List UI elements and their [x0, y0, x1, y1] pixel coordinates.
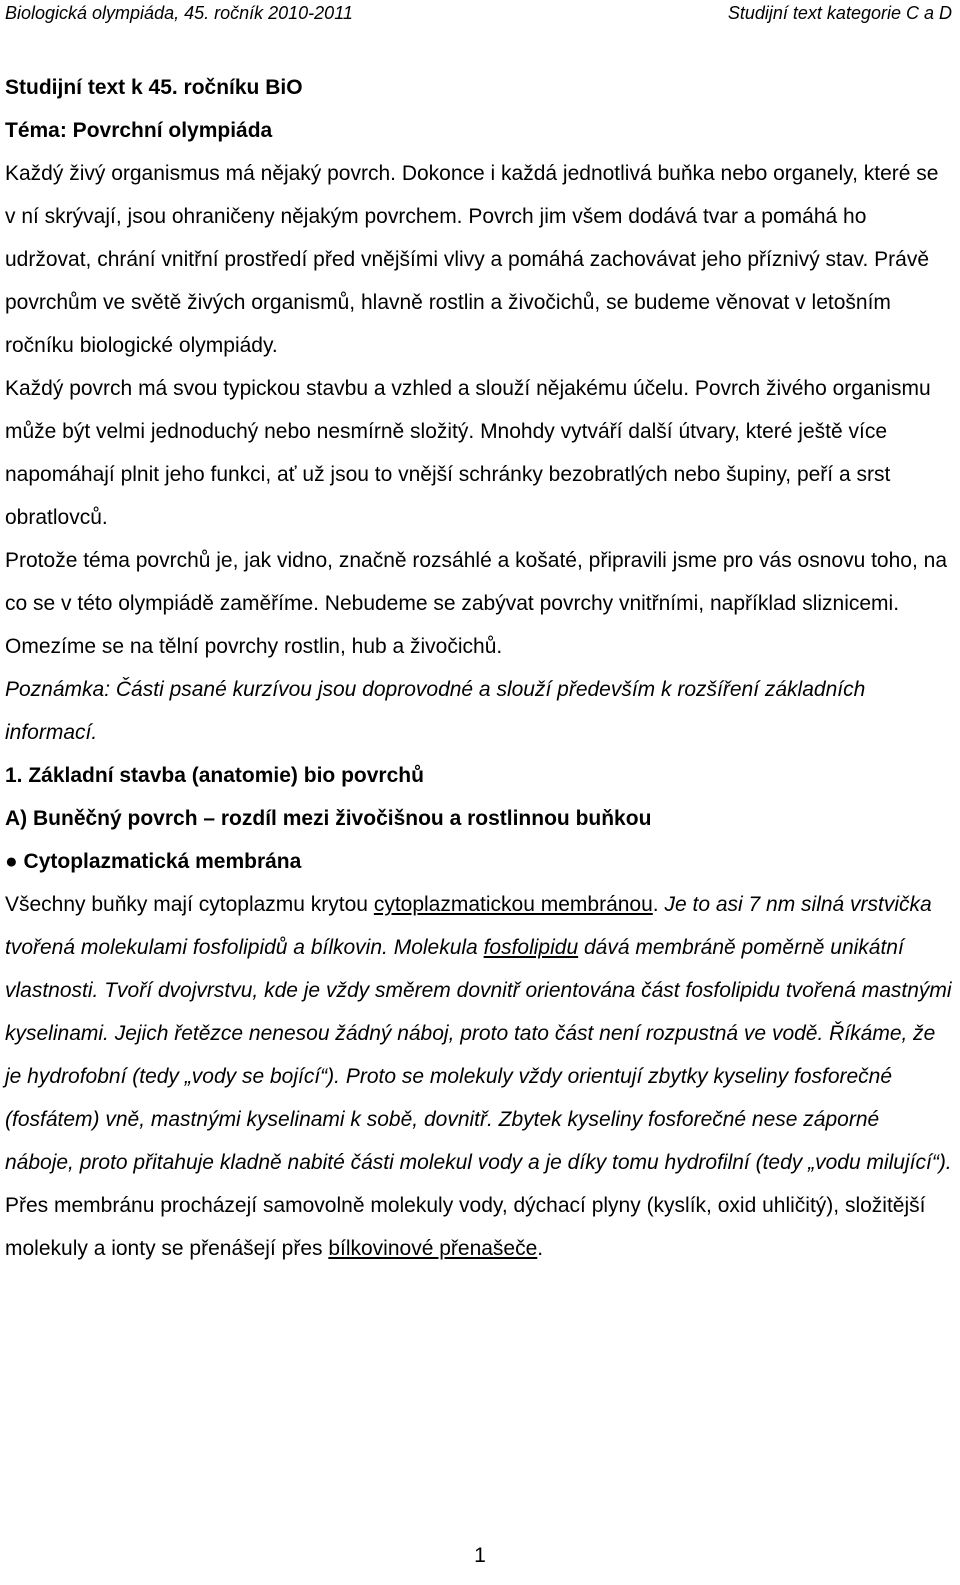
intro-paragraph-1: Každý živý organismus má nějaký povrch. Dokonce i každá jednotlivá buňka nebo organely, které se v ní skrývají, jsou ohraničeny nějakým povrchem. Povrch jim všem dodává tvar a pomáhá ho udržovat, chrání vnitřní prostředí před vnějšími vlivy a pomáhá zachovávat jeho příznivý stav. Právě povrchům ve světě živých organismů, hlavně rostlin a živočichů, se budeme věnovat v letošním ročníku biologické olympiády.: [5, 162, 939, 357]
membrane-italic-d: dává membráně poměrně unikátní vlastnosti. Tvoří dvojvrstvu, kde je vždy směrem dovnitř orientována část fosfolipidu tvořená mastnými kyselinami. Jejich řetězce nenesou žádný náboj, proto tato část není rozpustná ve vodě. Říkáme, že je hydrofobní (tedy „vody se bojící“). Proto se molekuly vždy orientují zbytky kyseliny fosforečné (fosfátem) vně, mastnými kyselinami k sobě, dovnitř. Zbytek kyseliny fosforečné nese záporné náboje, proto přitahuje kladně nabité části molekul vody a je díky tomu hydrofilní (tedy „vodu milující“).: [5, 936, 952, 1174]
header-left: Biologická olympiáda, 45. ročník 2010-2011: [5, 3, 353, 23]
transport-text-a: Přes membránu procházejí samovolně molekuly vody, dýchací plyny (kyslík, oxid uhličitý), složitější molekuly a ionty se přenášejí přes: [5, 1194, 926, 1260]
document-body: [5, 66, 953, 1270]
membrane-italic-c: Je to asi 7 nm silná vrstvička tvořená molekulami fosfolipidů a bílkovin. Molekula: [5, 893, 932, 959]
note-paragraph: Poznámka: Části psané kurzívou jsou doprovodné a slouží především k rozšíření základních informací.: [5, 678, 866, 744]
page-header: [5, 2, 952, 32]
header-right: Studijní text kategorie C a D: [727, 3, 952, 23]
transport-paragraph: [5, 1184, 953, 1270]
section-1-heading: 1. Základní stavba (anatomie) bio povrchů: [5, 764, 424, 787]
term-cytoplasmic-membrane: cytoplazmatickou membránou: [373, 893, 653, 916]
bullet-icon: ●: [5, 850, 18, 873]
topic-heading: Téma: Povrchní olympiáda: [5, 119, 273, 142]
section-1a-subheading: A) Buněčný povrch – rozdíl mezi živočišnou a rostlinnou buňkou: [5, 807, 652, 830]
term-phospholipid: fosfolipidu: [483, 936, 579, 959]
intro-paragraph-2: Každý povrch má svou typickou stavbu a vzhled a slouží nějakému účelu. Povrch živého organismu může být velmi jednoduchý nebo nesmírně složitý. Mnohdy vytváří další útvary, které ještě více napomáhají plnit jeho funkci, ať už jsou to vnější schránky bezobratlých nebo šupiny, peří a srst obratlovců.: [5, 377, 931, 529]
transport-text-b: .: [537, 1237, 544, 1260]
membrane-text-b: .: [652, 893, 665, 916]
intro-paragraph-3: Protože téma povrchů je, jak vidno, značně rozsáhlé a košaté, připravili jsme pro vás osnovu toho, na co se v této olympiádě zaměříme. Nebudeme se zabývat povrchy vnitřními, například sliznicemi. Omezíme se na tělní povrchy rostlin, hub a živočichů.: [5, 549, 947, 658]
page-number: 1: [474, 1544, 486, 1567]
membrane-paragraph: [5, 883, 953, 1184]
document-title: Studijní text k 45. ročníku BiO: [5, 76, 303, 99]
bullet-heading-text: Cytoplazmatická membrána: [23, 850, 302, 873]
term-protein-carriers: bílkovinové přenašeče: [328, 1237, 538, 1260]
bullet-heading: [5, 840, 953, 883]
membrane-text-a: Všechny buňky mají cytoplazmu krytou: [5, 893, 374, 916]
